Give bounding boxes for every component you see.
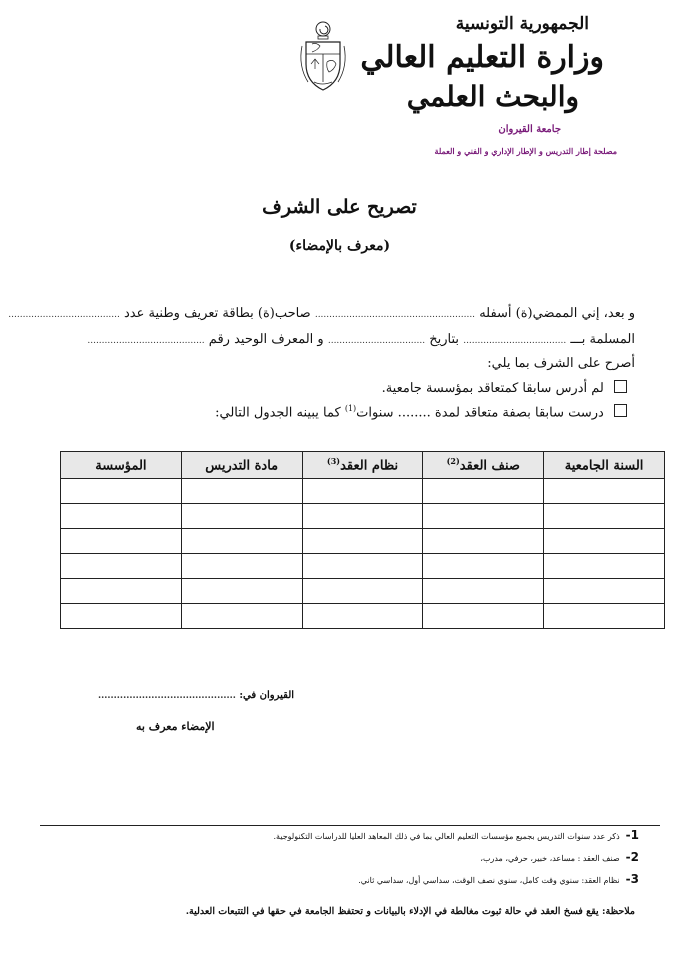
table-cell[interactable] <box>302 554 423 579</box>
university-name: جامعة القيروان <box>498 124 561 135</box>
table-row <box>61 479 665 504</box>
table-cell[interactable] <box>544 529 665 554</box>
footnote-3-number: 3- <box>625 872 639 886</box>
declaration-line-1 <box>8 306 635 321</box>
table-cell[interactable] <box>181 529 302 554</box>
header-academic-year: السنة الجامعية <box>544 452 665 479</box>
declaration-line-1-part-b: صاحب(ة) بطاقة تعريف وطنية عدد <box>124 306 311 321</box>
table-cell[interactable] <box>181 479 302 504</box>
table-cell[interactable] <box>302 479 423 504</box>
table-cell[interactable] <box>423 479 544 504</box>
table-row <box>61 504 665 529</box>
table-cell[interactable] <box>544 504 665 529</box>
table-cell[interactable] <box>423 504 544 529</box>
footnote-divider <box>40 825 660 826</box>
declaration-line-2-part-b: بتاريخ <box>429 332 460 347</box>
table-cell[interactable] <box>302 579 423 604</box>
table-cell[interactable] <box>181 604 302 629</box>
footnote-1-text: ذكر عدد سنوات التدريس بجميع مؤسسات التعليم العالي بما في ذلك المعاهد العليا للدراسات التكنولوجية. <box>273 832 620 841</box>
table-cell[interactable] <box>423 579 544 604</box>
declaration-line-2-part-c: و المعرف الوحيد رقم <box>208 332 324 347</box>
unique-id-fill-dots: ......................................... <box>87 336 205 346</box>
table-cell[interactable] <box>423 604 544 629</box>
footnote-1 <box>273 828 639 842</box>
table-cell[interactable] <box>61 529 182 554</box>
table-row <box>61 529 665 554</box>
table-row <box>61 604 665 629</box>
table-cell[interactable] <box>181 554 302 579</box>
table-cell[interactable] <box>181 504 302 529</box>
header-institution: المؤسسة <box>61 452 182 479</box>
table-cell[interactable] <box>181 579 302 604</box>
date-fill-dots: .................................. <box>327 336 426 346</box>
declaration-line-2 <box>87 332 635 347</box>
table-cell[interactable] <box>544 604 665 629</box>
department-name: مصلحة إطار التدريس و الإطار الإداري و الفني و العملة <box>434 146 617 156</box>
footnote-3-text: نظام العقد: سنوي وقت كامل، سنوي نصف الوقت، سداسي أول، سداسي ثاني. <box>358 876 620 885</box>
table-row <box>61 554 665 579</box>
coat-of-arms-emblem <box>296 20 350 92</box>
footnote-2 <box>480 850 639 864</box>
legal-note: ملاحظة: يقع فسخ العقد في حالة ثبوت مغالطة في الإدلاء بالبيانات و تحتفظ الجامعة في حقها في التتبعات العدلية. <box>185 906 635 917</box>
date-signature-fill-dots: ............................................ <box>98 691 236 701</box>
option-never-taught-checkbox[interactable] <box>614 380 627 393</box>
table-cell[interactable] <box>423 554 544 579</box>
option-taught-before-label-a: درست سابقا بصفة متعاقد لمدة ........ سنوات <box>356 405 604 421</box>
footnote-2-number: 2- <box>625 850 639 864</box>
option-taught-before <box>215 404 627 420</box>
declaration-line-3: أصرح على الشرف بما يلي: <box>487 356 635 371</box>
option-taught-before-label-b: كما يبينه الجدول التالي: <box>215 405 341 421</box>
name-fill-dots: ........................................................ <box>314 310 476 320</box>
ministry-name-line2: والبحث العلمي <box>406 80 579 113</box>
declaration-line-1-part-a: و بعد، إني الممضي(ة) أسفله <box>479 306 635 321</box>
footnote-2-text: صنف العقد : مساعد، خبير، حرفي، مدرب، <box>480 854 620 863</box>
table-cell[interactable] <box>302 504 423 529</box>
table-cell[interactable] <box>302 604 423 629</box>
table-cell[interactable] <box>61 479 182 504</box>
place-date-label: القيروان في: <box>239 690 295 701</box>
ministry-name-line1: وزارة التعليم العالي <box>360 40 604 75</box>
declaration-line-2-part-a: المسلمة بـــ <box>570 332 635 347</box>
teaching-history-table <box>60 451 665 629</box>
footnote-ref-1: (1) <box>344 404 357 413</box>
option-never-taught-label: لم أدرس سابقا كمتعاقد بمؤسسة جامعية. <box>381 381 604 396</box>
table-cell[interactable] <box>544 554 665 579</box>
table-cell[interactable] <box>544 479 665 504</box>
table-row <box>61 579 665 604</box>
table-cell[interactable] <box>61 504 182 529</box>
certified-signature-label: الإمضاء معرف به <box>136 720 215 733</box>
table-cell[interactable] <box>61 554 182 579</box>
header-contract-system: نظام العقد$^{(3)}$ <box>302 452 423 479</box>
document-subtitle: (معرف بالإمضاء) <box>288 238 391 254</box>
table-header-row <box>61 452 665 479</box>
option-taught-before-checkbox[interactable] <box>614 404 627 417</box>
id-number-fill-dots: ....................................... <box>8 310 120 320</box>
table-cell[interactable] <box>544 579 665 604</box>
place-date-line <box>98 690 294 701</box>
table-cell[interactable] <box>302 529 423 554</box>
issued-by-fill-dots: .................................... <box>463 336 567 346</box>
table-cell[interactable] <box>61 604 182 629</box>
republic-heading: الجمهورية التونسية <box>455 14 589 34</box>
option-never-taught <box>382 380 627 396</box>
header-contract-type: صنف العقد$^{(2)}$ <box>423 452 544 479</box>
footnote-1-number: 1- <box>625 828 639 842</box>
table-cell[interactable] <box>423 529 544 554</box>
header-subject: مادة التدريس <box>181 452 302 479</box>
footnote-3 <box>358 872 639 886</box>
document-title: تصريح على الشرف <box>262 196 417 218</box>
table-cell[interactable] <box>61 579 182 604</box>
